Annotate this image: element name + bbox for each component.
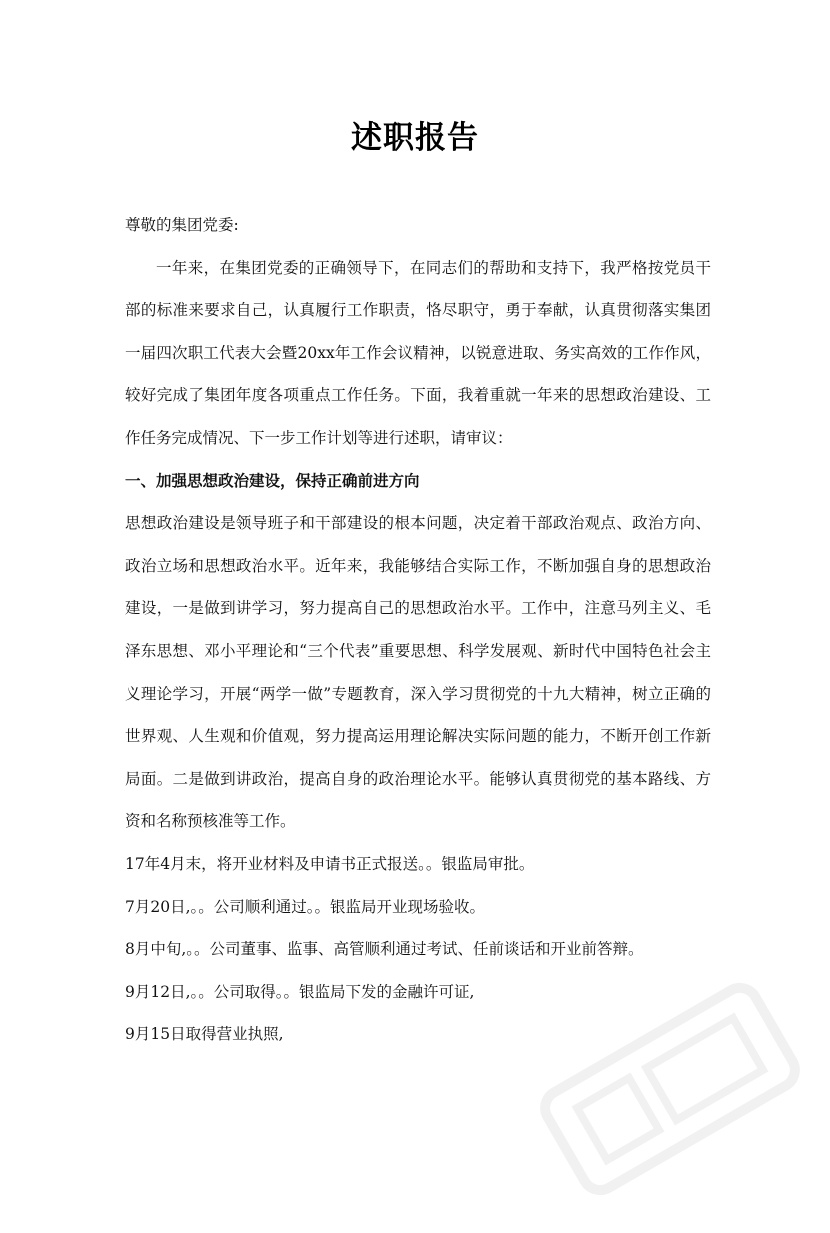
timeline-item: 8月中旬,。。公司董事、监事、高管顺利通过考试、任前谈话和开业前答辩。 (125, 940, 644, 959)
timeline-item: 9月12日,。。公司取得。。银监局下发的金融许可证, (125, 982, 475, 1001)
timeline-item: 9月15日取得营业执照, (125, 1025, 284, 1044)
section-heading: 一、加强思想政治建设，保持正确前进方向 (125, 470, 420, 490)
timeline-item: 17年4月末，将开业材料及申请书正式报送。。银监局审批。 (125, 854, 535, 873)
section-paragraph: 思想政治建设是领导班子和干部建设的根本问题，决定着干部政治观点、政治方向、政治立场和思想政治水平。近年来，我能够结合实际工作，不断加强自身的思想政治建设，一是做到讲学习，努力提高自己的思想政治水平。工作中，注意马列主义、毛泽东思想、邓小平理论和“三个代表”重要思想、科学发展观、新时代中国特色社会主义理论学习，开展“两学一做”专题教育，深入学习贯彻党的十九大精神，树立正确的世界观、人生观和价值观，努力提高运用理论解决实际问题的能力，不断开创工作新局面。二是做到讲政治，提高自身的政治理论水平。能够认真贯彻党的基本路线、方资和名称预核准等工作。 (125, 514, 711, 831)
timeline-item: 7月20日,。。公司顺利通过。。银监局开业现场验收。 (125, 897, 486, 916)
document-body (125, 204, 711, 1056)
salutation: 尊敬的集团党委: (125, 216, 239, 234)
intro-paragraph: 一年来，在集团党委的正确领导下，在同志们的帮助和支持下，我严格按党员干部的标准来要求自己，认真履行工作职责，恪尽职守，勇于奉献，认真贯彻落实集团一届四次职工代表大会暨20xx年工作会议精神，以锐意进取、务实高效的工作作风，较好完成了集团年度各项重点工作任务。下面，我着重就一年来的思想政治建设、工作任务完成情况、下一步工作计划等进行述职，请审议： (125, 258, 711, 447)
document-title: 述职报告 (351, 120, 479, 156)
